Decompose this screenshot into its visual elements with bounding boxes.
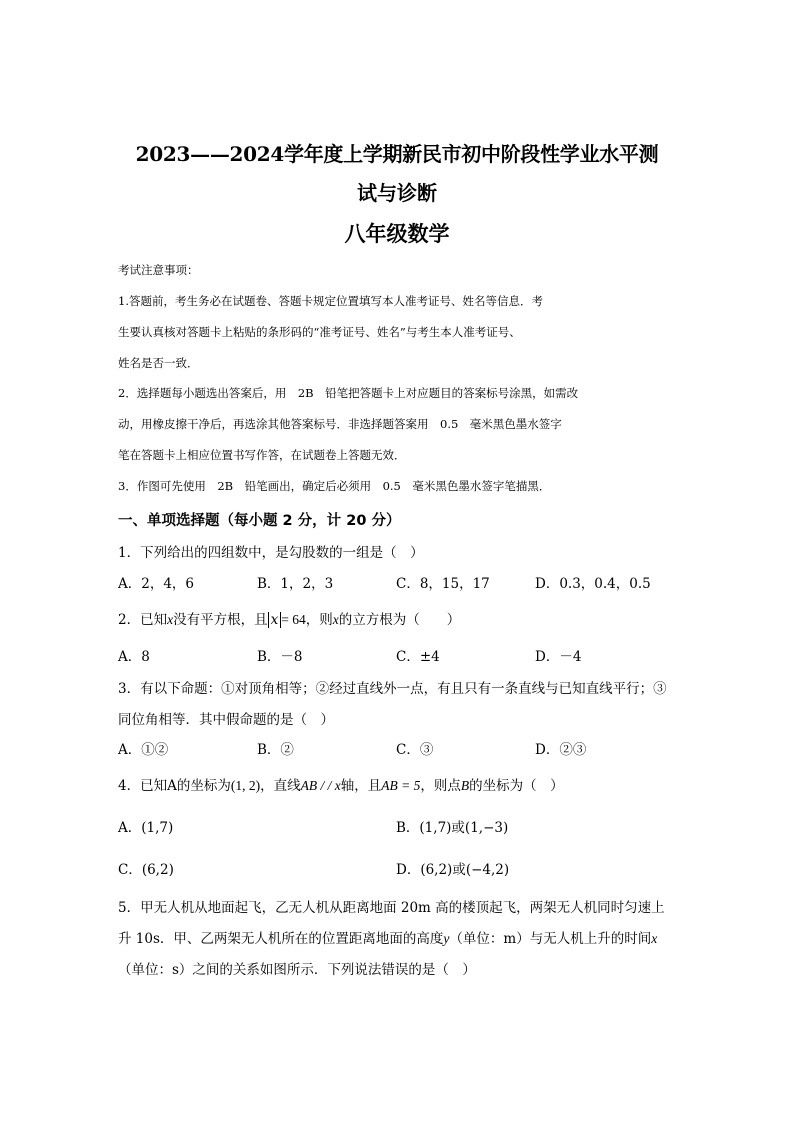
q2-option-b: B．－8 — [257, 649, 303, 665]
question-1-stem: 1．下列给出的四组数中，是勾股数的一组是（ ） — [118, 545, 424, 561]
q2-option-a: A．8 — [118, 649, 150, 665]
q5-var-x: x — [651, 931, 658, 946]
q4-stem-part: 4．已知A的坐标为 — [118, 778, 231, 794]
q1-option-b: B．1，2，3 — [257, 576, 334, 592]
q4-stem-part: 的坐标为（ ） — [469, 778, 564, 794]
q2-option-c: C．±4 — [396, 649, 440, 665]
q2-stem-part: 的立方根为（ ） — [338, 612, 461, 628]
q2-stem-part: 2．已知 — [118, 612, 168, 628]
q4-stem-part: 轴，且 — [340, 778, 382, 794]
q1-option-a: A．2，4，6 — [118, 576, 195, 592]
notice-line: 笔在答题卡上相应位置书写作答，在试题卷上答题无效． — [118, 448, 406, 462]
question-3-stem-line2: 同位角相等．其中假命题的是（ ） — [118, 712, 334, 728]
section-heading: 一、单项选择题（每小题 2 分，计 20 分） — [118, 513, 401, 529]
q5-stem-part: （单位：m）与无人机上升的时间 — [449, 931, 652, 947]
q3-option-d: D．②③ — [535, 742, 587, 758]
exam-title-line2: 试与诊断 — [357, 181, 437, 205]
q4-option-d: D．(6,2)或(−4,2) — [396, 862, 510, 878]
question-5-line2 — [118, 927, 657, 947]
q3-option-c: C．③ — [396, 742, 434, 758]
exam-subtitle: 八年级数学 — [344, 221, 450, 246]
q5-var-y: y — [443, 931, 450, 946]
q4-ab-eq: AB = 5 — [381, 778, 421, 793]
question-2-stem — [118, 608, 460, 628]
notice-line: 1.答题前，考生务必在试题卷、答题卡规定位置填写本人准考证号、姓名等信息．考 — [118, 294, 543, 308]
q4-point-b: B — [460, 778, 470, 793]
q1-option-d: D．0.3，0.4，0.5 — [535, 576, 651, 592]
question-5-line1: 5．甲无人机从地面起飞，乙无人机从距离地面 20m 高的楼顶起飞，两架无人机同时匀速上 — [118, 900, 665, 916]
notice-line: 生要认真核对答题卡上粘贴的条形码的“准考证号、姓名”与考生本人准考证号、 — [118, 325, 521, 339]
q2-abs-x: x — [268, 612, 282, 628]
q4-option-a: A．(1,7) — [118, 820, 174, 836]
q4-option-c: C．(6,2) — [118, 862, 174, 878]
question-3-stem-line1: 3．有以下命题：①对顶角相等；②经过直线外一点，有且只有一条直线与已知直线平行；③ — [118, 681, 667, 697]
q4-line-ab: AB / / x — [300, 778, 341, 793]
question-4-stem — [118, 774, 564, 794]
notice-line: 2．选择题每小题选出答案后，用 2B 铅笔把答题卡上对应题目的答案标号涂黑，如需改 — [118, 386, 579, 400]
q5-stem-part: 升 10s．甲、乙两架无人机所在的位置距离地面的高度 — [118, 931, 444, 947]
exam-title-line1: 2023——2024学年度上学期新民市初中阶段性学业水平测 — [135, 142, 659, 166]
q3-option-a: A．①② — [118, 742, 169, 758]
notice-line: 3．作图可先使用 2B 铅笔画出，确定后必须用 0.5 毫米黑色墨水签字笔描黑． — [118, 479, 551, 493]
q2-var-x: x — [332, 612, 339, 627]
question-5-line3: （单位：s）之间的关系如图所示．下列说法错误的是（ ） — [118, 962, 476, 978]
q2-stem-part: 没有平方根，且 — [173, 612, 268, 628]
notice-line: 动，用橡皮擦干净后，再选涂其他答案标号．非选择题答案用 0.5 毫米黑色墨水签字 — [118, 417, 562, 431]
q2-option-d: D．－4 — [535, 649, 582, 665]
q2-var-x: x — [167, 612, 174, 627]
q2-stem-part: ，则 — [305, 612, 333, 628]
q2-abs-eq: = 64 — [281, 612, 306, 627]
q3-option-b: B．② — [257, 742, 294, 758]
q4-coord-a: (1, 2) — [230, 778, 261, 793]
q4-stem-part: ，则点 — [420, 778, 461, 794]
q1-option-c: C．8，15，17 — [396, 576, 490, 592]
notice-line: 姓名是否一致． — [118, 356, 199, 370]
q4-stem-part: ，直线 — [260, 778, 301, 794]
notice-heading: 考试注意事项： — [118, 263, 199, 277]
q4-option-b: B．(1,7)或(1,−3) — [396, 820, 509, 836]
